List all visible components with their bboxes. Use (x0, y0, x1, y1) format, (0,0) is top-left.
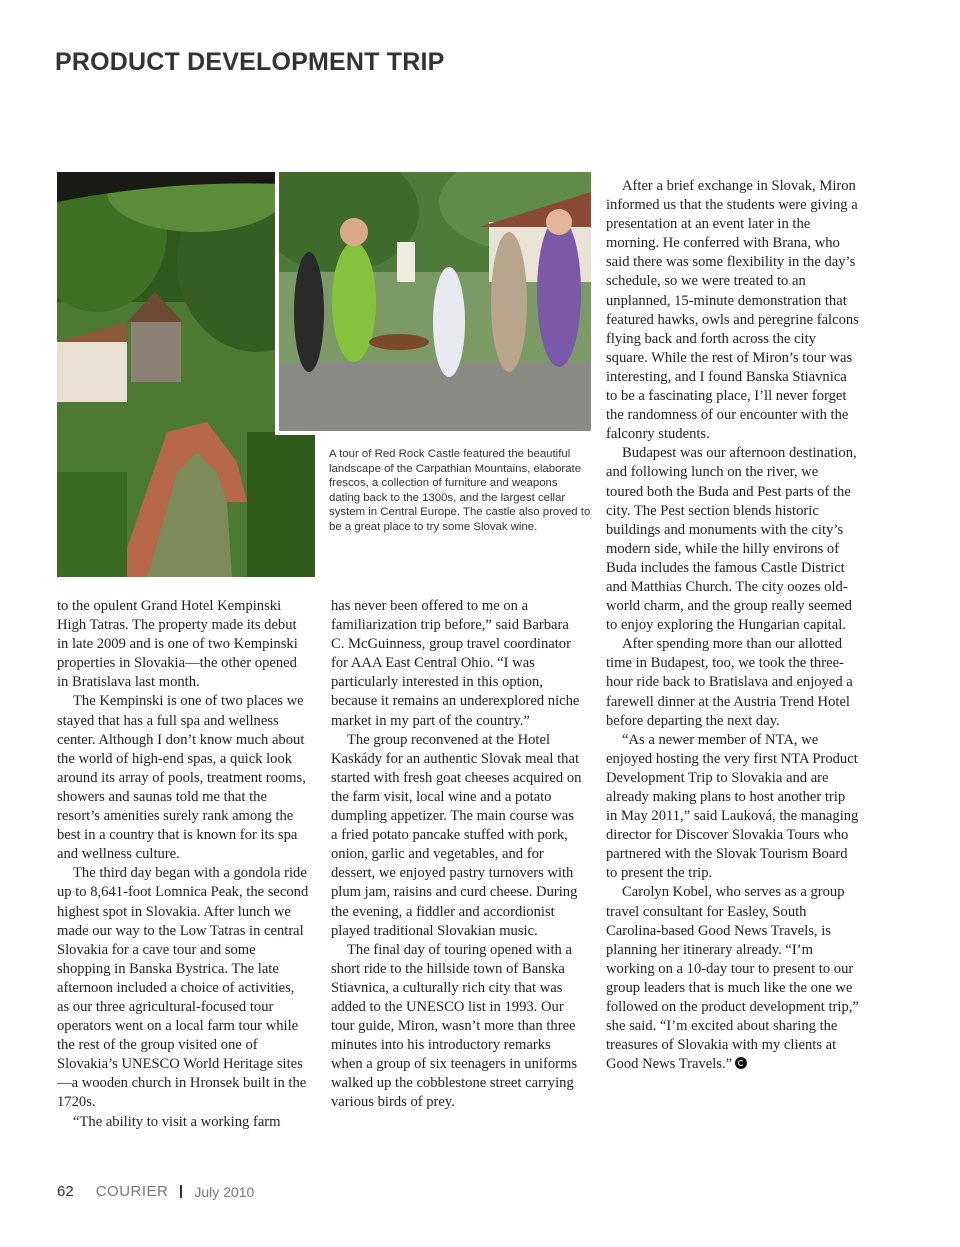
article-column-2 (331, 597, 584, 1113)
paragraph: “As a newer member of NTA, we enjoyed hosting the very first NTA Product Development Trip to Slovakia and are already making plans to host another trip in May 2011,” said Lauková, the managing director for Discover Slovakia Tours who partnered with the Slovak Tourism Board to present the trip. (606, 731, 859, 882)
article-column-1 (57, 597, 310, 1132)
paragraph: has never been offered to me on a familiarization trip before,” said Barbara C. McGuinness, group travel coordinator for AAA East Central Ohio. “I was particularly interested in this option, because it remains an underexplored niche market in my part of the country.” (331, 598, 580, 729)
footer-divider (180, 1185, 182, 1198)
issue-date: July 2010 (194, 1183, 255, 1200)
paragraph (606, 883, 859, 1074)
paragraph: The final day of touring opened with a short ride to the hillside town of Banska Stiavnica, a culturally rich city that was added to the UNESCO list in 1993. Our tour guide, Miron, wasn’t more than three minutes into his introductory remarks when a group of six teenagers in uniforms walked up the cobblestone street carrying various birds of prey. (331, 941, 578, 1111)
magazine-name: COURIER (95, 1183, 169, 1200)
wine-tasting-group-photo (275, 172, 591, 435)
paragraph: After spending more than our allotted time in Budapest, too, we took the three-hour ride back to Bratislava and enjoyed a farewell dinner at the Austria Trend Hotel before departing the next day. (606, 636, 853, 729)
article-column-3 (606, 177, 859, 1074)
paragraph: After a brief exchange in Slovak, Miron informed us that the students were giving a presentation at an event later in the morning. He conferred with Brana, who said there was some flexibility in the day’s schedule, so we were treated to an unplanned, 15-minute demonstration that featured hawks, owls and peregrine falcons flying back and forth across the city square. While the rest of Miron’s tour was interesting, and I found Banska Stiavnica to be a fascinating place, I’ll never forget the randomness of our encounter with the falconry students. (606, 178, 859, 443)
paragraph: to the opulent Grand Hotel Kempinski High Tatras. The property made its debut in late 2009 and is one of two Kempinski properties in Slovakia—the other opened in Bratislava last month. (57, 598, 298, 691)
paragraph: Budapest was our afternoon destination, and following lunch on the river, we toured both the Buda and Pest parts of the city. The Pest section blends historic buildings and monuments with the city’s modern side, while the hilly environs of Buda includes the famous Castle District and Matthias Church. The city oozes old-world charm, and the group really seemed to enjoy exploring the Hungarian capital. (606, 445, 857, 634)
paragraph: The third day began with a gondola ride up to 8,641-foot Lomnica Peak, the second highest spot in Slovakia. After lunch we made our way to the Low Tatras in central Slovakia for a cave tour and some shopping in Banska Bystrica. The late afternoon included a choice of activities, as our three agricultural-focused tour operators went on a local farm tour while the rest of the group visited one of Slovakia’s UNESCO World Heritage sites—a wooden church in Hronsek built in the 1720s. (57, 865, 309, 1111)
page-footer (57, 1183, 254, 1200)
paragraph: The Kempinski is one of two places we stayed that has a full spa and wellness center. Although I don’t know much about the world of high-end spas, a quick look around its array of pools, treatment rooms, showers and saunas told me that the resort’s amenities surely rank among the best in a country that is known for its spa and wellness culture. (57, 693, 306, 863)
paragraph: The group reconvened at the Hotel Kaskády for an authentic Slovak meal that started with fresh goat cheeses acquired on the farm visit, local wine and a potato dumpling appetizer. The main course was a fried potato pancake stuffed with pork, onion, garlic and vegetables, and for dessert, we enjoyed pastry turnovers with plum jam, raisins and curd cheese. During the evening, a fiddler and accordionist played traditional Slovakian music. (331, 731, 582, 939)
page-title: PRODUCT DEVELOPMENT TRIP (55, 48, 445, 76)
paragraph-text: Carolyn Kobel, who serves as a group travel consultant for Easley, South Carolina-based Good News Travels, is planning her itinerary already. “I’m working on a 10-day tour to present to our group leaders that is much like the one we followed on the product development trip,” she said. “I’m excited about sharing the treasures of Slovakia with my clients at Good News Travels.” (606, 884, 859, 1073)
page-number: 62 (57, 1183, 74, 1200)
paragraph: “The ability to visit a working farm (73, 1113, 281, 1130)
end-of-article-icon (735, 1057, 747, 1069)
photo-caption: A tour of Red Rock Castle featured the beautiful landscape of the Carpathian Mountains, elaborate frescos, a collection of furniture and weapons dating back to the 1300s, and the largest cellar system in Central Europe. The castle also proved to be a great place to try some Slovak wine. (329, 448, 591, 533)
